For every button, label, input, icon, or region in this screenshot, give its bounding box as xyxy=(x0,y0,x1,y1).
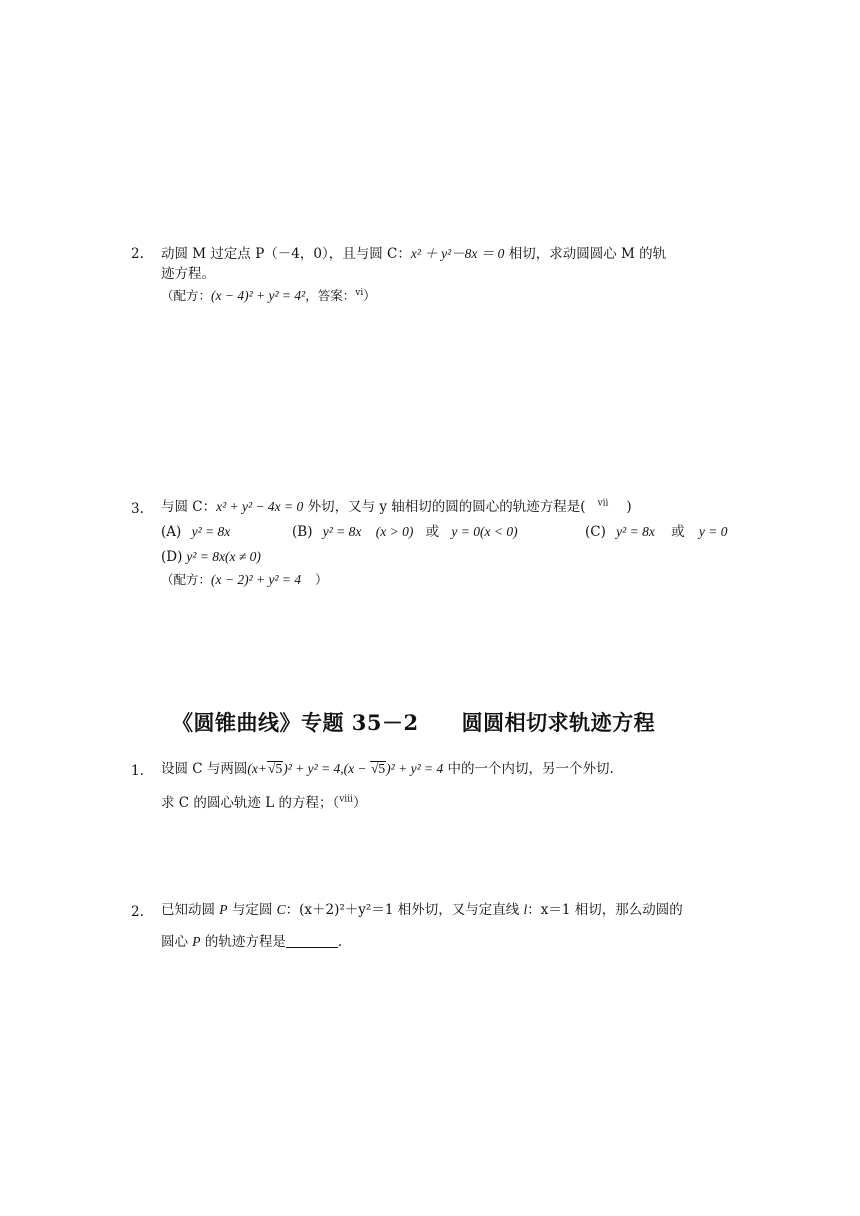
question-text: 已知动圆 xyxy=(161,902,220,918)
hint-line xyxy=(161,287,376,305)
question-text: ：x＝1 相切，那么动圆的 xyxy=(527,902,683,918)
question-text-line xyxy=(161,245,666,263)
eq-part: )² + y² = 4 xyxy=(386,761,444,776)
question-number: 2. xyxy=(131,246,144,262)
question-number: 2. xyxy=(131,904,144,920)
hint-suffix: ） xyxy=(315,572,328,587)
question-text: ：(x＋2)²＋y²＝1 相外切，又与定直线 xyxy=(285,902,524,918)
circle-equation: x² ＋ y²－8x ＝ 0 xyxy=(410,246,505,261)
eq-part: )² + y² = 4, xyxy=(283,761,344,776)
answer-blank[interactable] xyxy=(286,933,338,948)
eq-part: (x+ xyxy=(247,761,268,776)
hint-line xyxy=(161,571,328,589)
question-number: 3. xyxy=(131,501,144,517)
hint-equation: (x − 4)² + y² = 4² xyxy=(211,288,306,303)
option-label: (D) xyxy=(161,549,183,565)
option-label: (A) xyxy=(161,524,182,540)
question-text: 的轨迹方程是 xyxy=(200,934,286,950)
question-text: ） xyxy=(352,795,367,811)
option-equation: y² = 8x(x ≠ 0) xyxy=(186,549,261,564)
hint-prefix: （配方： xyxy=(161,288,212,303)
option-label: (C) xyxy=(585,524,606,540)
question-text: 圆心 xyxy=(161,934,193,950)
question-text: 求 C 的圆心轨迹 L 的方程；（ xyxy=(161,795,340,811)
question-text-line xyxy=(161,901,683,919)
endnote-ref[interactable]: viii xyxy=(339,794,353,805)
question-text-line xyxy=(161,933,342,951)
option-c xyxy=(585,523,728,541)
circle-equation: x² + y² − 4x = 0 xyxy=(216,499,304,514)
question-text-line xyxy=(161,794,366,812)
question-text: 与定圆 xyxy=(227,902,277,918)
section-title: 《圆锥曲线》专题 35－2 圆圆相切求轨迹方程 xyxy=(172,710,656,735)
question-text: 外切，又与 y 轴相切的圆的圆心的轨迹方程是( xyxy=(303,499,586,515)
radicand: 5 xyxy=(275,761,283,776)
question-text: . xyxy=(337,934,343,950)
question-text: ) xyxy=(626,499,632,515)
option-equation: y² = 8x xyxy=(616,524,655,539)
endnote-ref[interactable]: vii xyxy=(597,498,609,509)
question-text-line xyxy=(161,760,614,778)
question-text-line xyxy=(161,498,632,516)
variable-p: P xyxy=(192,934,201,949)
hint-equation: (x − 2)² + y² = 4 xyxy=(211,572,302,587)
circle-equation xyxy=(247,761,443,776)
option-equation: y² = 8x xyxy=(191,524,231,539)
question-text: 中的一个内切，另一个外切. xyxy=(443,761,614,777)
question-text: 与圆 C： xyxy=(161,499,217,515)
option-label: (B) xyxy=(292,524,313,540)
question-text: 动圆 M 过定点 P（－4，0），且与圆 C： xyxy=(161,246,411,262)
endnote-ref[interactable]: vi xyxy=(355,287,364,298)
hint-mid: ，答案： xyxy=(305,288,356,303)
eq-part: (x − xyxy=(343,761,370,776)
option-condition: (x > 0) xyxy=(375,524,414,539)
question-text-line: 迹方程。 xyxy=(161,266,215,282)
variable-p: P xyxy=(219,902,228,917)
hint-suffix: ） xyxy=(363,288,376,303)
option-b xyxy=(292,523,518,541)
option-equation: y = 0(x < 0) xyxy=(451,524,518,539)
option-equation: y = 0 xyxy=(698,524,728,539)
option-or: 或 xyxy=(425,524,440,540)
option-equation: y² = 8x xyxy=(322,524,362,539)
question-text: 相切，求动圆圆心 M 的轨 xyxy=(504,246,667,262)
question-text: 设圆 C 与两圆 xyxy=(161,761,248,777)
hint-prefix: （配方： xyxy=(161,572,212,587)
radicand: 5 xyxy=(378,761,386,776)
option-or: 或 xyxy=(671,524,685,540)
sqrt-five: √5 xyxy=(268,761,283,776)
question-number: 1. xyxy=(131,763,144,779)
variable-l: l xyxy=(523,902,528,917)
option-a xyxy=(161,523,230,541)
option-d xyxy=(161,548,261,566)
variable-c: C xyxy=(276,902,286,917)
sqrt-five: √5 xyxy=(371,761,386,776)
